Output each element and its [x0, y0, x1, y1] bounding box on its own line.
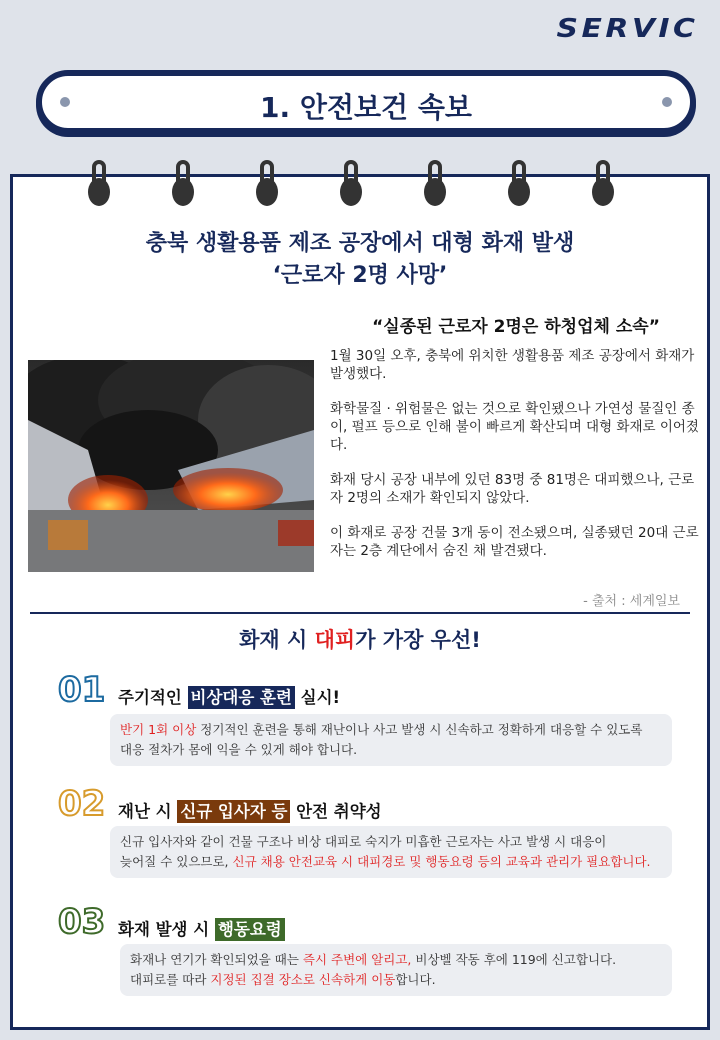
section-heading: [10, 624, 710, 654]
binder-ring-icon: [88, 160, 110, 206]
news-headline: 충북 생활용품 제조 공장에서 대형 화재 발생: [145, 231, 575, 256]
item-title-highlight: 행동요령: [215, 918, 285, 941]
binder-ring-icon: [508, 160, 530, 206]
news-quote: “실종된 근로자 2명은 하청업체 소속”: [372, 317, 660, 337]
fire-photo: [28, 360, 314, 572]
servic-logo: SERVIC: [556, 14, 698, 44]
item-number-03: 03: [58, 902, 106, 942]
item-title-text: 재난 시: [118, 802, 178, 821]
item-title-text: 화재 발생 시: [118, 920, 215, 939]
binder-ring-icon: [256, 160, 278, 206]
item-body-red: 지정된 집결 장소로 신속하게 이동: [210, 972, 396, 987]
page-title: 1. 안전보건 속보: [260, 91, 472, 124]
item-number-01: 01: [58, 670, 106, 710]
item-body-red: 즉시 주변에 알리고,: [302, 952, 412, 967]
item-body-text: 정기적인 훈련을 통해 재난이나 사고 발생 시 신속하고 정확하게 대응할 수 있도록: [196, 722, 643, 737]
article-paragraph: 1월 30일 오후, 충북에 위치한 생활용품 제조 공장에서 화재가 발생했다.: [330, 348, 695, 382]
binder-ring-icon: [592, 160, 614, 206]
news-source: - 출처 : 세계일보: [583, 594, 680, 609]
item-title-02: [118, 798, 382, 822]
news-subheadline: ‘근로자 2명 사망’: [272, 263, 448, 288]
item-title-text: 실시!: [294, 688, 341, 707]
item-body-text: 대피로를 따라: [130, 972, 211, 987]
title-banner: [36, 70, 696, 134]
binder-ring-icon: [172, 160, 194, 206]
item-body-text: 비상벨 작동 후에 119에 신고합니다.: [411, 952, 617, 967]
section-divider: [30, 612, 690, 614]
banner-dot-right: [662, 97, 672, 107]
item-body-02: [110, 826, 672, 878]
item-body-text: 신규 입사자와 같이 건물 구조나 비상 대피로 숙지가 미흡한 근로자는 사고 발생 시 대응이: [120, 834, 607, 849]
binder-ring-icon: [340, 160, 362, 206]
item-body-red: 반기 1회 이상: [120, 722, 197, 737]
news-article: [330, 347, 702, 577]
item-body-text: 합니다.: [395, 972, 436, 987]
item-body-text: 대응 절차가 몸에 익을 수 있게 해야 합니다.: [120, 742, 358, 757]
item-body-03: [120, 944, 672, 996]
section-heading-prefix: 화재 시: [239, 628, 315, 652]
item-title-01: [118, 684, 340, 708]
item-body-text: 화재나 연기가 확인되었을 때는: [130, 952, 303, 967]
item-number-02: 02: [58, 784, 106, 824]
item-title-text: 안전 취약성: [290, 802, 382, 821]
item-title-text: 주기적인: [118, 688, 188, 707]
item-body-text: 늦어질 수 있으므로,: [120, 854, 233, 869]
item-body-01: [110, 714, 672, 766]
section-heading-suffix: 가 가장 우선!: [355, 628, 481, 652]
article-paragraph: 이 화재로 공장 건물 3개 동이 전소됐으며, 실종됐던 20대 근로자는 2층 계단에서 숨진 채 발견됐다.: [330, 525, 699, 559]
item-title-03: [118, 916, 285, 940]
item-title-highlight: 비상대응 훈련: [188, 686, 295, 709]
binder-ring-icon: [424, 160, 446, 206]
article-paragraph: 화학물질 · 위험물은 없는 것으로 확인됐으나 가연성 물질인 종이, 펄프 등으로 인해 불이 빠르게 확산되며 대형 화재로 이어졌다.: [330, 401, 699, 453]
article-paragraph: 화재 당시 공장 내부에 있던 83명 중 81명은 대피했으나, 근로자 2명의 소재가 확인되지 않았다.: [330, 472, 695, 506]
item-body-red: 신규 채용 안전교육 시 대피경로 및 행동요령 등의 교육과 관리가 필요합니다.: [232, 854, 651, 869]
section-heading-highlight: 대피: [314, 628, 356, 652]
item-title-highlight: 신규 입사자 등: [177, 800, 290, 823]
